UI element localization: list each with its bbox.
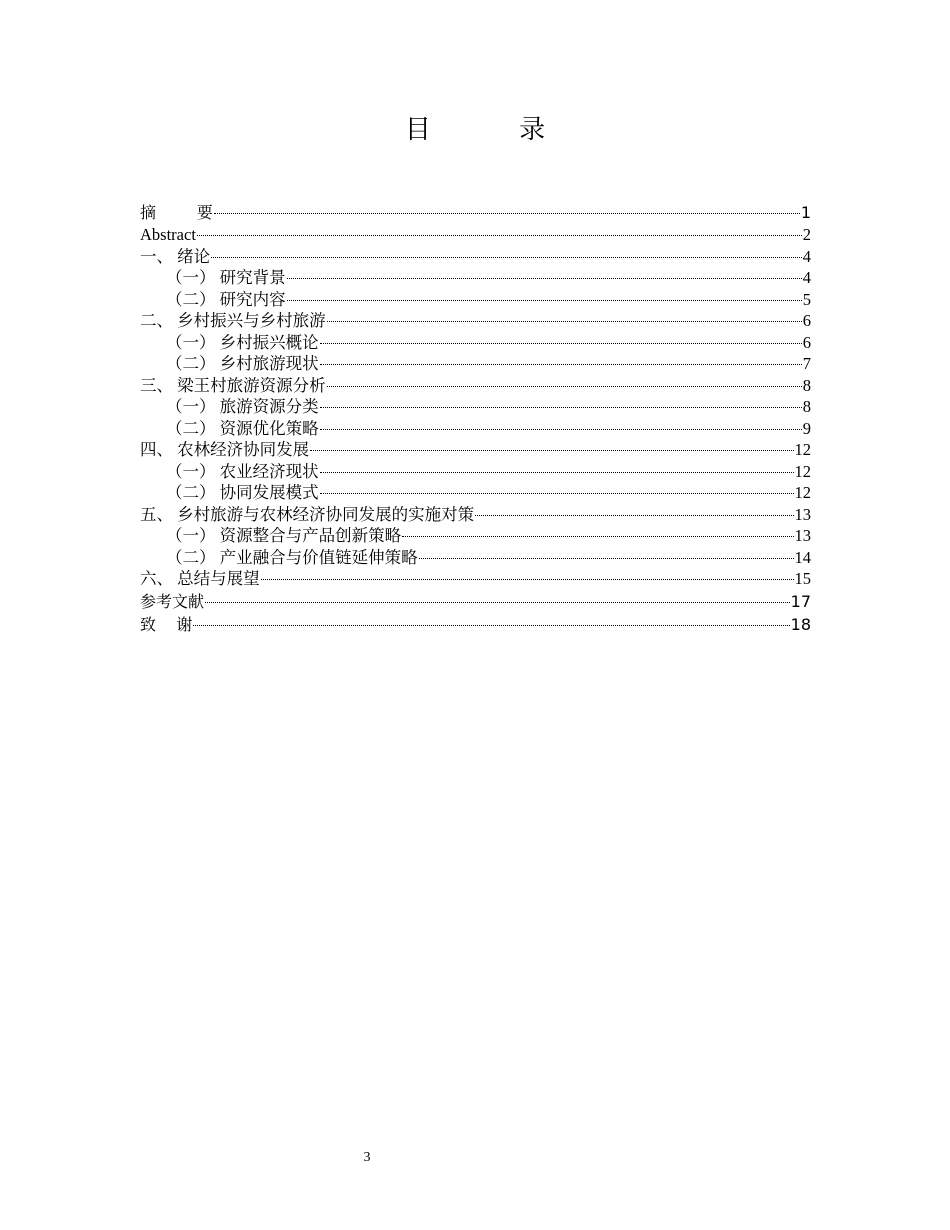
toc-entry-page: 18	[790, 614, 811, 634]
toc-entry-page: 12	[794, 440, 811, 459]
toc-entry-page: 4	[802, 268, 811, 287]
toc-entry-label: （一） 乡村振兴概论	[166, 332, 319, 352]
toc-entry[interactable]	[140, 439, 811, 461]
toc-dot-leader	[261, 579, 794, 580]
toc-dot-leader	[320, 429, 802, 430]
toc-dot-leader	[214, 213, 800, 214]
toc-entry[interactable]	[140, 461, 811, 483]
toc-entry[interactable]	[140, 418, 811, 440]
toc-entry[interactable]	[140, 590, 811, 613]
toc-entry-label: 五、 乡村旅游与农林经济协同发展的实施对策	[140, 504, 475, 524]
toc-dot-leader	[320, 493, 794, 494]
toc-entry-label: （一） 资源整合与产品创新策略	[166, 526, 402, 545]
toc-entry[interactable]	[140, 353, 811, 375]
toc-dot-leader	[419, 558, 794, 559]
toc-dot-leader	[193, 625, 789, 626]
toc-dot-leader	[327, 386, 802, 387]
toc-dot-leader	[287, 300, 802, 301]
toc-entry-label: （一） 农业经济现状	[166, 461, 319, 481]
toc-entry-page: 13	[794, 526, 811, 545]
toc-dot-leader	[205, 602, 790, 603]
toc-entry-label: 四、 农林经济协同发展	[140, 440, 310, 459]
toc-entry-label: 一、 绪论	[140, 246, 211, 266]
toc-entry[interactable]	[140, 224, 811, 246]
toc-dot-leader	[320, 364, 802, 365]
toc-entry-page: 1	[800, 203, 811, 222]
toc-entry[interactable]	[140, 310, 811, 332]
toc-dot-leader	[320, 343, 802, 344]
toc-dot-leader	[197, 235, 802, 236]
toc-entry[interactable]	[140, 375, 811, 397]
toc-entry-label: 致 谢	[140, 614, 193, 634]
toc-entry[interactable]	[140, 568, 811, 590]
toc-entry[interactable]	[140, 332, 811, 354]
toc-dot-leader	[211, 257, 802, 258]
toc-entry-label: （二） 产业融合与价值链延伸策略	[166, 547, 418, 567]
page-title: 目 录	[404, 115, 586, 145]
toc-entry-label: Abstract	[140, 225, 196, 244]
toc-entry-page: 9	[802, 418, 811, 438]
toc-entry-page: 15	[794, 569, 811, 588]
toc-entry-page: 5	[802, 289, 811, 309]
toc-entry-page: 12	[794, 483, 811, 502]
toc-entry[interactable]	[140, 289, 811, 311]
toc-dot-leader	[320, 472, 794, 473]
toc-entry[interactable]	[140, 267, 811, 289]
toc-dot-leader	[320, 407, 802, 408]
toc-entry-label: （一） 研究背景	[166, 268, 286, 287]
toc-entry[interactable]	[140, 396, 811, 418]
toc-entry-label: 二、 乡村振兴与乡村旅游	[140, 311, 326, 330]
toc-entry-page: 2	[802, 225, 811, 244]
toc-entry-page: 4	[802, 246, 811, 266]
toc-entry-page: 6	[802, 332, 811, 352]
toc-entry-page: 8	[802, 375, 811, 395]
toc-entry[interactable]	[140, 613, 811, 636]
toc-entry-page: 8	[802, 397, 811, 416]
toc-entry-label: （一） 旅游资源分类	[166, 397, 319, 416]
toc-entry[interactable]	[140, 482, 811, 504]
toc-dot-leader	[310, 450, 793, 451]
toc-entry-label: 参考文献	[140, 591, 205, 611]
toc-entry-label: （二） 资源优化策略	[166, 418, 319, 438]
toc-entry-page: 7	[802, 354, 811, 373]
toc-entry-page: 12	[794, 461, 811, 481]
table-of-contents	[140, 201, 811, 636]
toc-entry-label: 三、 梁王村旅游资源分析	[140, 375, 326, 395]
toc-entry-label: 六、 总结与展望	[140, 569, 260, 588]
page-number: 3	[363, 1150, 371, 1165]
toc-entry-label: （二） 研究内容	[166, 289, 286, 309]
toc-entry-page: 14	[794, 547, 811, 567]
toc-entry-label: （二） 协同发展模式	[166, 483, 319, 502]
toc-entry-page: 6	[802, 311, 811, 330]
toc-entry-page: 17	[790, 591, 811, 611]
toc-entry-label: （二） 乡村旅游现状	[166, 354, 319, 373]
toc-dot-leader	[287, 278, 802, 279]
toc-dot-leader	[327, 321, 802, 322]
toc-entry-page: 13	[794, 504, 811, 524]
toc-entry[interactable]	[140, 547, 811, 569]
toc-dot-leader	[475, 515, 793, 516]
toc-entry[interactable]	[140, 201, 811, 224]
toc-dot-leader	[402, 536, 793, 537]
toc-entry[interactable]	[140, 504, 811, 526]
toc-entry-label: 摘 要	[140, 203, 213, 222]
toc-entry[interactable]	[140, 525, 811, 547]
toc-entry[interactable]	[140, 246, 811, 268]
